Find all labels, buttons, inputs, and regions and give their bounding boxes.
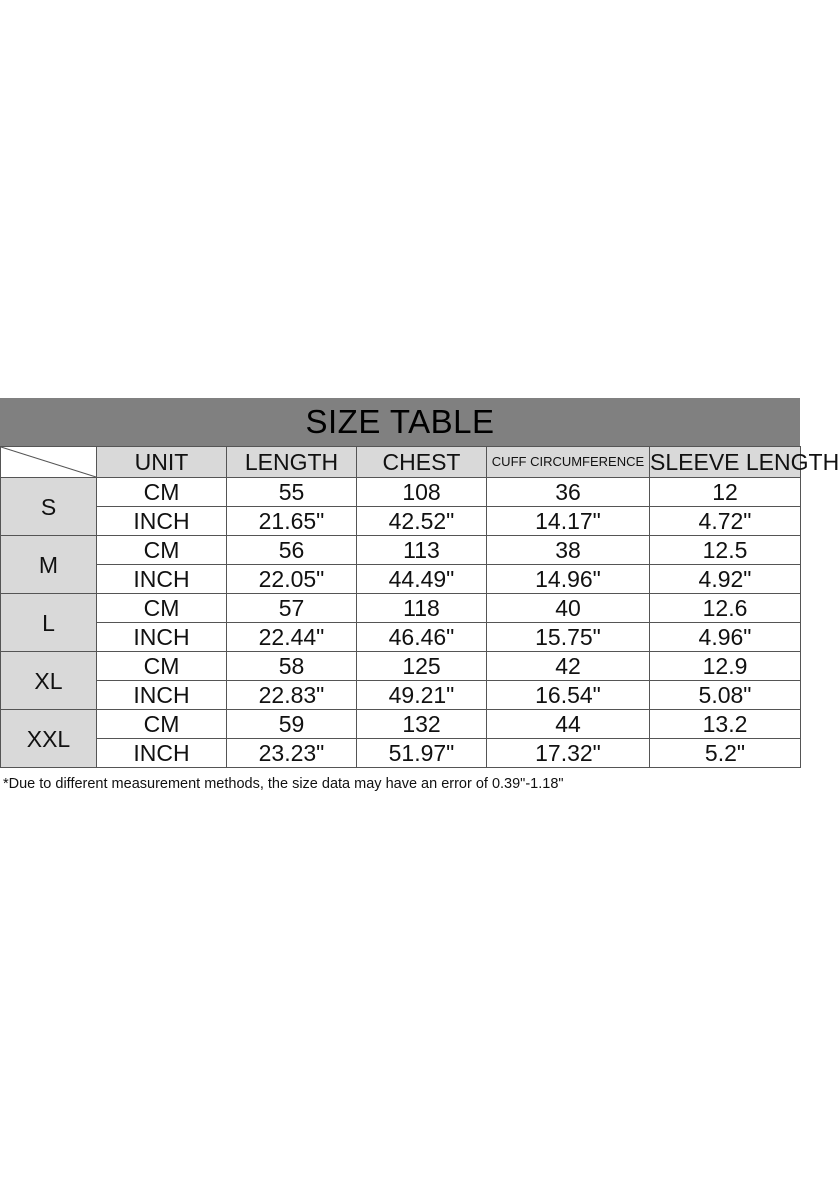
corner-cell (1, 447, 97, 478)
length-cell: 55 (227, 478, 357, 507)
sleeve-cell: 12 (650, 478, 801, 507)
unit-cell: INCH (97, 739, 227, 768)
diagonal-divider-icon (1, 447, 96, 477)
table-row (1, 565, 801, 594)
header-cuff-circumference: CUFF CIRCUMFERENCE (487, 447, 650, 478)
cuff-cell: 40 (487, 594, 650, 623)
size-label: XXL (1, 710, 97, 768)
chest-cell: 49.21" (357, 681, 487, 710)
cuff-cell: 38 (487, 536, 650, 565)
sleeve-cell: 12.9 (650, 652, 801, 681)
unit-cell: CM (97, 710, 227, 739)
sleeve-cell: 4.92" (650, 565, 801, 594)
table-row (1, 507, 801, 536)
footnote: *Due to different measurement methods, the size data may have an error of 0.39"-1.18" (3, 776, 564, 792)
length-cell: 21.65" (227, 507, 357, 536)
table-row (1, 710, 801, 739)
length-cell: 57 (227, 594, 357, 623)
chest-cell: 125 (357, 652, 487, 681)
chest-cell: 118 (357, 594, 487, 623)
chest-cell: 42.52" (357, 507, 487, 536)
cuff-cell: 14.17" (487, 507, 650, 536)
chest-cell: 132 (357, 710, 487, 739)
table-row (1, 623, 801, 652)
header-length: LENGTH (227, 447, 357, 478)
page-title: SIZE TABLE (0, 398, 800, 446)
unit-cell: INCH (97, 623, 227, 652)
chest-cell: 46.46" (357, 623, 487, 652)
length-cell: 23.23" (227, 739, 357, 768)
length-cell: 22.83" (227, 681, 357, 710)
header-unit: UNIT (97, 447, 227, 478)
length-cell: 59 (227, 710, 357, 739)
chest-cell: 108 (357, 478, 487, 507)
table-row (1, 594, 801, 623)
header-sleeve-length: SLEEVE LENGTH (650, 447, 801, 478)
table-row (1, 681, 801, 710)
size-table (0, 446, 839, 768)
table-row (1, 652, 801, 681)
chest-cell: 113 (357, 536, 487, 565)
length-cell: 22.44" (227, 623, 357, 652)
size-label: XL (1, 652, 97, 710)
chest-cell: 51.97" (357, 739, 487, 768)
sleeve-cell: 5.2" (650, 739, 801, 768)
header-row (1, 447, 801, 478)
size-label: M (1, 536, 97, 594)
length-cell: 22.05" (227, 565, 357, 594)
table-row (1, 739, 801, 768)
table-row (1, 536, 801, 565)
table-row (1, 478, 801, 507)
cuff-cell: 15.75" (487, 623, 650, 652)
unit-cell: INCH (97, 681, 227, 710)
sleeve-cell: 12.6 (650, 594, 801, 623)
chest-cell: 44.49" (357, 565, 487, 594)
cuff-cell: 16.54" (487, 681, 650, 710)
unit-cell: CM (97, 478, 227, 507)
cuff-cell: 42 (487, 652, 650, 681)
sleeve-cell: 4.72" (650, 507, 801, 536)
sleeve-cell: 13.2 (650, 710, 801, 739)
sleeve-cell: 12.5 (650, 536, 801, 565)
cuff-cell: 14.96" (487, 565, 650, 594)
cuff-cell: 44 (487, 710, 650, 739)
header-chest: CHEST (357, 447, 487, 478)
cuff-cell: 36 (487, 478, 650, 507)
length-cell: 58 (227, 652, 357, 681)
sleeve-cell: 4.96" (650, 623, 801, 652)
size-label: S (1, 478, 97, 536)
sleeve-cell: 5.08" (650, 681, 801, 710)
unit-cell: INCH (97, 565, 227, 594)
unit-cell: INCH (97, 507, 227, 536)
length-cell: 56 (227, 536, 357, 565)
size-label: L (1, 594, 97, 652)
unit-cell: CM (97, 652, 227, 681)
unit-cell: CM (97, 536, 227, 565)
unit-cell: CM (97, 594, 227, 623)
cuff-cell: 17.32" (487, 739, 650, 768)
